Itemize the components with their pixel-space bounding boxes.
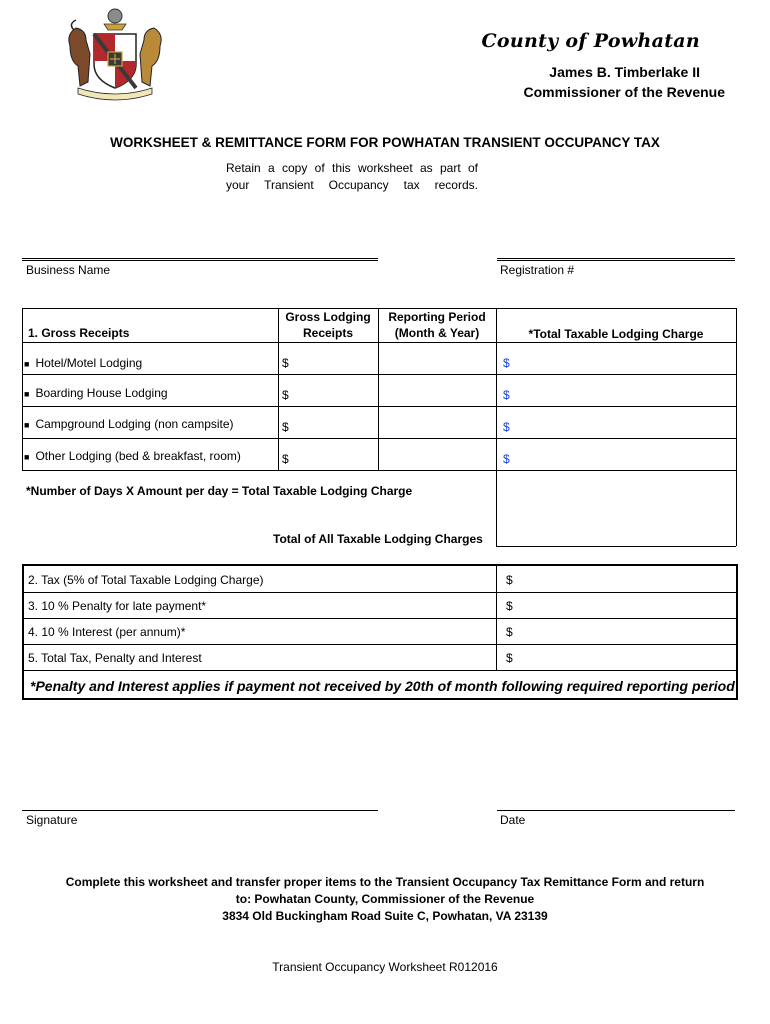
reporting-period-input-hotel[interactable] [382,344,494,372]
taxable-charge-input-campground[interactable]: $ [503,420,510,434]
receipt-row-hotel [24,356,142,370]
receipt-row-label: Campground Lodging (non campsite) [35,417,234,431]
county-crest-logo [60,6,170,106]
gross-receipts-section-label: 1. Gross Receipts [28,326,130,340]
business-name-line[interactable] [22,258,378,261]
reporting-period-input-campground[interactable] [382,408,494,436]
interest-amount-input[interactable]: $ [506,625,513,639]
col-gross-lodging-receipts-line-1: Gross Lodging [285,310,371,324]
gross-receipts-table [22,308,736,548]
col-gross-lodging-receipts [278,309,378,341]
date-label: Date [500,813,526,827]
gross-receipts-input-hotel[interactable]: $ [282,356,289,370]
county-title: County of Powhatan [481,30,700,52]
total-charges-label: Total of All Taxable Lodging Charges [273,532,483,546]
tax-row-label: 5. Total Tax, Penalty and Interest [28,651,202,665]
reporting-period-input-other[interactable] [382,440,494,468]
commissioner-name: James B. Timberlake II [549,64,700,80]
gross-receipts-input-campground[interactable]: $ [282,420,289,434]
tax-row-label: 4. 10 % Interest (per annum)* [28,625,186,639]
bullet-icon: ■ [24,389,30,399]
receipt-row-other [24,449,241,463]
instructions [0,874,770,925]
tax-summary-table [22,564,738,700]
signature-label: Signature [26,813,78,827]
col-reporting-period [378,309,496,341]
reporting-period-input-boarding[interactable] [382,376,494,404]
retain-note-line-1: Retain a copy of this worksheet as part of [226,161,478,175]
instruction-line-1: Complete this worksheet and transfer proper items to the Transient Occupancy Tax Remittance Form and return [65,875,705,889]
retain-note-line-2: your Transient Occupancy tax records. [226,178,478,192]
form-version-id: Transient Occupancy Worksheet R012016 [272,960,498,974]
penalty-amount-input[interactable]: $ [506,599,513,613]
registration-line[interactable] [497,258,735,261]
tax-row-total [24,644,736,671]
receipt-row-label: Other Lodging (bed & breakfast, room) [35,449,241,463]
gross-receipts-input-other[interactable]: $ [282,452,289,466]
col-reporting-period-line-2: (Month & Year) [394,326,480,340]
gross-receipts-input-boarding[interactable]: $ [282,388,289,402]
business-name-label: Business Name [26,263,111,277]
form-title: WORKSHEET & REMITTANCE FORM FOR POWHATAN TRANSIENT OCCUPANCY TAX [110,135,660,150]
taxable-charge-input-hotel[interactable]: $ [503,356,510,370]
receipt-row-label: Hotel/Motel Lodging [35,356,143,370]
tax-row-interest [24,618,736,645]
penalty-note: *Penalty and Interest applies if payment not received by 20th of month following required reporting period [30,678,735,694]
instruction-line-2: to: Powhatan County, Commissioner of the Revenue [235,892,535,906]
bullet-icon: ■ [24,359,30,369]
formula-note: *Number of Days X Amount per day = Total Taxable Lodging Charge [26,484,413,498]
instruction-line-3: 3834 Old Buckingham Road Suite C, Powhatan, VA 23139 [222,909,548,923]
bullet-icon: ■ [24,452,30,462]
tax-row-label: 3. 10 % Penalty for late payment* [28,599,207,613]
total-amount-input[interactable]: $ [506,651,513,665]
taxable-charge-input-other[interactable]: $ [503,452,510,466]
receipt-row-label: Boarding House Lodging [35,386,168,400]
retain-note [226,160,478,194]
receipt-row-campground [24,417,234,431]
tax-row-penalty [24,592,736,619]
signature-line[interactable] [22,810,378,811]
col-reporting-period-line-1: Reporting Period [388,310,486,324]
commissioner-title: Commissioner of the Revenue [523,84,725,100]
date-line[interactable] [497,810,735,811]
total-charges-input[interactable] [498,472,734,544]
taxable-charge-input-boarding[interactable]: $ [503,388,510,402]
registration-label: Registration # [500,263,575,277]
bullet-icon: ■ [24,420,30,430]
tax-amount-input[interactable]: $ [506,573,513,587]
col-total-taxable-charge: *Total Taxable Lodging Charge [528,327,704,341]
tax-row-tax [24,566,736,593]
receipt-row-boarding [24,386,168,400]
tax-row-label: 2. Tax (5% of Total Taxable Lodging Charge) [28,573,264,587]
col-gross-lodging-receipts-line-2: Receipts [302,326,354,340]
